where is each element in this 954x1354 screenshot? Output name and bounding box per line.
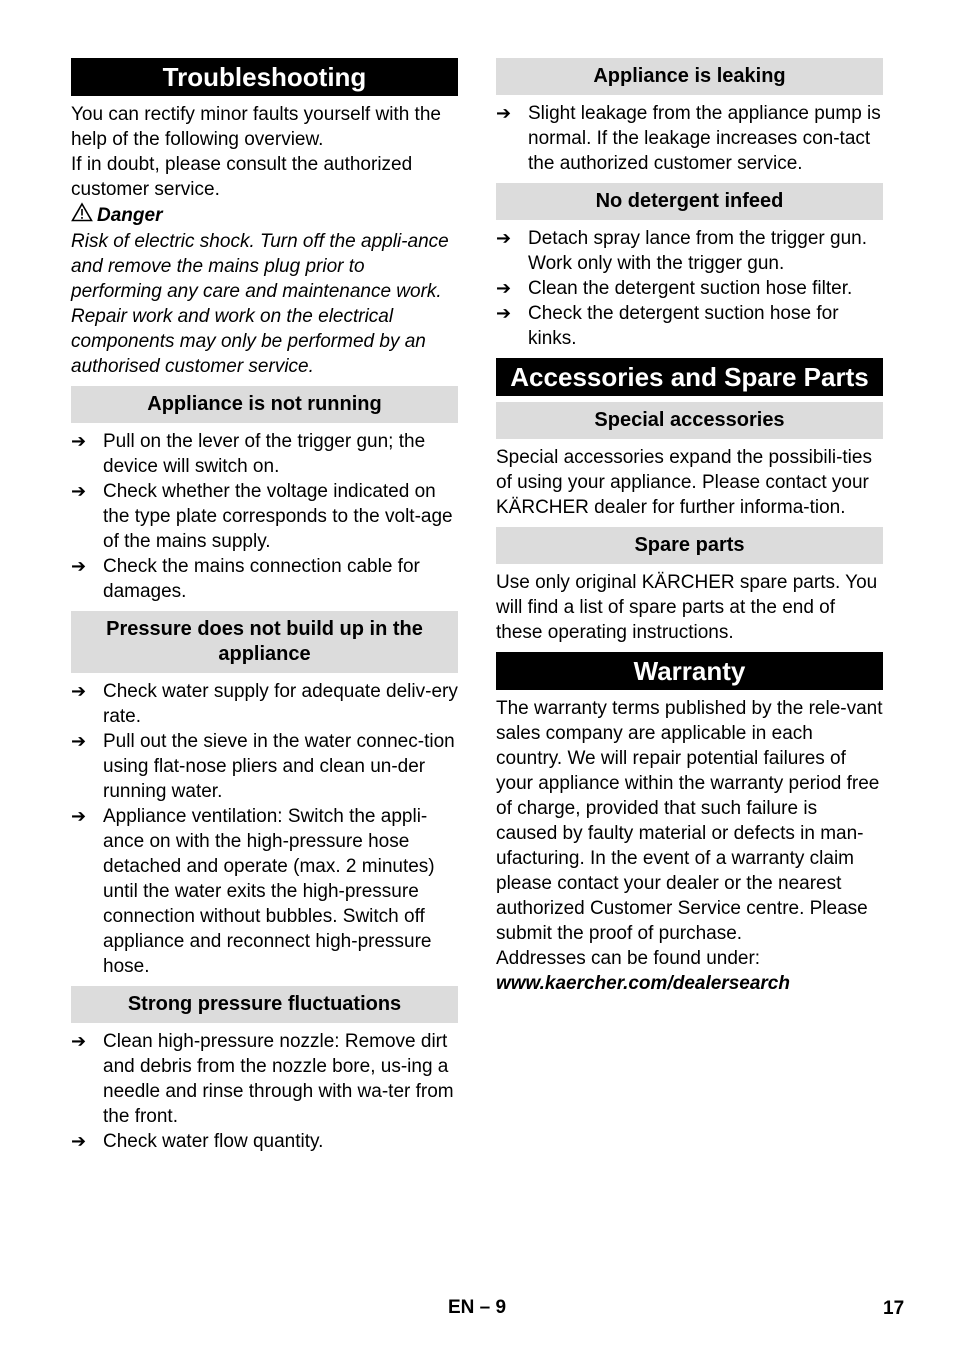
list-item: ➔ Clean the detergent suction hose filter.	[496, 278, 853, 299]
list-item: ➔ Pull out the sieve in the water connec-tion using flat-nose pliers and clean un-der running water.	[71, 731, 455, 802]
page-number: 17	[883, 1298, 905, 1319]
arrow-right-icon: ➔	[71, 1131, 87, 1151]
leaking-heading: Appliance is leaking	[496, 58, 883, 95]
pressure-heading: Pressure does not build up in the appliance	[71, 611, 458, 673]
arrow-right-icon: ➔	[71, 806, 87, 826]
list-item: ➔ Check whether the voltage indicated on the type plate corresponds to the volt-age of the mains supply.	[71, 481, 453, 552]
danger-label: Danger	[97, 205, 163, 226]
arrow-right-icon: ➔	[71, 681, 87, 701]
accessories-heading: Accessories and Spare Parts	[496, 358, 883, 396]
list-item: ➔ Appliance ventilation: Switch the appli-ance on with the high-pressure hose detached and operate (max. 2 minutes) until the water exits the high-pressure connection without bubbles. Switch off appliance and reconnect high-pressure hose.	[71, 806, 435, 977]
arrow-right-icon: ➔	[71, 481, 87, 501]
addresses-text: Addresses can be found under:	[496, 948, 761, 969]
list-item: ➔ Check the detergent suction hose for kinks.	[496, 303, 839, 349]
warning-triangle-icon	[71, 202, 97, 229]
warranty-text: The warranty terms published by the rele-vant sales company are applicable in each country. We will repair potential failures of your appliance within the warranty period free of charge, provided that such failure is caused by faulty material or defects in man-ufacturing. In the event of a warranty claim please contact your dealer or the nearest authorized Customer Service centre. Please submit the proof of purchase.	[496, 698, 883, 944]
arrow-right-icon: ➔	[71, 556, 87, 576]
intro-text-1: You can rectify minor faults yourself with the help of the following overview.	[71, 104, 441, 150]
danger-text-1: Risk of electric shock. Turn off the appli-ance and remove the mains plug prior to performing any care and maintenance work.	[71, 231, 449, 302]
spare-parts-text: Use only original KÄRCHER spare parts. You will find a list of spare parts at the end of these operating instructions.	[496, 572, 878, 643]
list-item: ➔ Check water flow quantity.	[71, 1131, 324, 1152]
spare-parts-heading: Spare parts	[496, 527, 883, 564]
danger-label-row	[71, 202, 458, 229]
not-running-heading: Appliance is not running	[71, 386, 458, 423]
special-accessories-text: Special accessories expand the possibili-ties of using your appliance. Please contact your KÄRCHER dealer for further informa-tion.	[496, 447, 872, 518]
warranty-heading: Warranty	[496, 652, 883, 690]
arrow-right-icon: ➔	[496, 278, 512, 298]
arrow-right-icon: ➔	[71, 1031, 87, 1051]
right-column	[496, 58, 883, 996]
list-item: ➔ Pull on the lever of the trigger gun; the device will switch on.	[71, 431, 426, 477]
detergent-heading: No detergent infeed	[496, 183, 883, 220]
list-item: ➔ Detach spray lance from the trigger gun. Work only with the trigger gun.	[496, 228, 868, 274]
dealer-search-link[interactable]: www.kaercher.com/dealersearch	[496, 973, 790, 994]
arrow-right-icon: ➔	[496, 103, 512, 123]
arrow-right-icon: ➔	[71, 431, 87, 451]
special-accessories-heading: Special accessories	[496, 402, 883, 439]
left-column	[71, 58, 458, 1154]
fluctuations-heading: Strong pressure fluctuations	[71, 986, 458, 1023]
list-item: ➔ Slight leakage from the appliance pump is normal. If the leakage increases con-tact the authorized customer service.	[496, 103, 881, 174]
danger-text-2: Repair work and work on the electrical components may only be performed by an authorised customer service.	[71, 306, 426, 377]
arrow-right-icon: ➔	[496, 228, 512, 248]
list-item: ➔ Check water supply for adequate deliv-ery rate.	[71, 681, 458, 727]
arrow-right-icon: ➔	[496, 303, 512, 323]
troubleshooting-heading: Troubleshooting	[71, 58, 458, 96]
arrow-right-icon: ➔	[71, 731, 87, 751]
section-page-label: EN – 9	[448, 1297, 507, 1318]
list-item: ➔ Check the mains connection cable for damages.	[71, 556, 420, 602]
intro-text-2: If in doubt, please consult the authorized customer service.	[71, 154, 413, 200]
list-item: ➔ Clean high-pressure nozzle: Remove dirt and debris from the nozzle bore, us-ing a needle and rinse through with wa-ter from the front.	[71, 1031, 454, 1127]
